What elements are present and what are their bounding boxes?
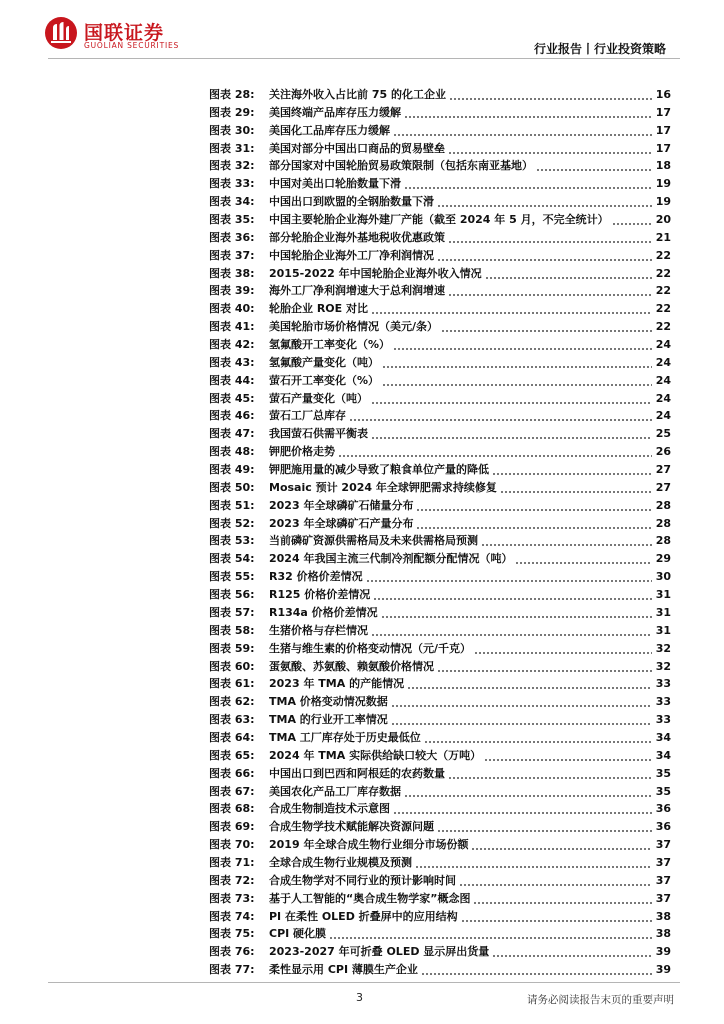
dot-leader: [407, 675, 652, 693]
figure-title: 2015-2022 年中国轮胎企业海外收入情况: [269, 266, 482, 280]
toc-entry[interactable]: [209, 747, 671, 765]
toc-entry[interactable]: [209, 604, 671, 622]
dot-leader: [500, 479, 652, 497]
dot-leader: [474, 640, 652, 658]
toc-entry[interactable]: [209, 872, 671, 890]
figure-label: 图表 60:: [209, 659, 255, 673]
toc-entry[interactable]: [209, 425, 671, 443]
figure-label: 图表 66:: [209, 766, 255, 780]
toc-entry[interactable]: [209, 104, 671, 122]
dot-leader: [415, 854, 652, 872]
figure-label: 图表 75:: [209, 927, 255, 941]
dot-leader: [448, 765, 652, 783]
figure-title: 轮胎企业 ROE 对比: [269, 302, 368, 316]
figure-label: 图表 51:: [209, 498, 255, 512]
figure-label: 图表 38:: [209, 266, 255, 280]
dot-leader: [421, 961, 652, 979]
figure-title: 生猪与维生素的价格变动情况（元/千克）: [269, 641, 472, 655]
figure-page-number: 17: [655, 123, 671, 137]
figure-label: 图表 74:: [209, 909, 255, 923]
figure-title: 萤石工厂总库存: [269, 409, 346, 423]
figure-page-number: 32: [655, 641, 671, 655]
figure-title: 基于人工智能的“奥合成生物学家”概念图: [269, 891, 471, 905]
figure-page-number: 33: [655, 713, 671, 727]
figure-label: 图表 65:: [209, 748, 255, 762]
toc-entry[interactable]: [209, 265, 671, 283]
figure-page-number: 24: [655, 338, 671, 352]
toc-entry[interactable]: [209, 515, 671, 533]
toc-entry[interactable]: [209, 925, 671, 943]
figure-title: 2023 年全球磷矿石产量分布: [269, 516, 414, 530]
dot-leader: [329, 925, 652, 943]
figure-page-number: 37: [655, 838, 671, 852]
figure-label: 图表 41:: [209, 320, 255, 334]
dot-leader: [481, 532, 652, 550]
figure-title: 全球合成生物行业规模及预测: [269, 855, 412, 869]
toc-entry[interactable]: [209, 818, 671, 836]
toc-entry[interactable]: [209, 550, 671, 568]
toc-entry[interactable]: [209, 532, 671, 550]
figure-title: 美国化工品库存压力缓解: [269, 123, 390, 137]
figure-title: R32 价格价差情况: [269, 570, 363, 584]
toc-entry[interactable]: [209, 943, 671, 961]
toc-entry[interactable]: [209, 372, 671, 390]
dot-leader: [338, 443, 652, 461]
figure-label: 图表 29:: [209, 105, 255, 119]
figure-label: 图表 64:: [209, 730, 255, 744]
toc-entry[interactable]: [209, 693, 671, 711]
dot-leader: [393, 336, 652, 354]
disclaimer-note: 请务必阅读报告末页的重要声明: [527, 994, 674, 1006]
figure-title: 生猪价格与存栏情况: [269, 623, 368, 637]
figure-label: 图表 71:: [209, 855, 255, 869]
figure-title: TMA 价格变动情况数据: [269, 695, 388, 709]
figure-title: 美国轮胎市场价格情况（美元/条）: [269, 320, 439, 334]
figure-label: 图表 68:: [209, 802, 255, 816]
dot-leader: [371, 300, 652, 318]
dot-leader: [484, 747, 652, 765]
figure-label: 图表 54:: [209, 552, 255, 566]
figure-label: 图表 40:: [209, 302, 255, 316]
figure-label: 图表 77:: [209, 963, 255, 977]
toc-entry[interactable]: [209, 354, 671, 372]
dot-leader: [448, 282, 652, 300]
figure-label: 图表 48:: [209, 445, 255, 459]
figure-title: 关注海外收入占比前 75 的化工企业: [269, 88, 446, 101]
figure-page-number: 19: [655, 177, 671, 191]
figure-label: 图表 62:: [209, 695, 255, 709]
figure-title: PI 在柔性 OLED 折叠屏中的应用结构: [269, 909, 458, 923]
figure-page-number: 24: [655, 373, 671, 387]
figure-title: 2024 年 TMA 实际供给缺口较大（万吨）: [269, 748, 482, 762]
figure-page-number: 38: [655, 927, 671, 941]
dot-leader: [404, 783, 652, 801]
figure-page-number: 22: [655, 284, 671, 298]
figure-page-number: 28: [655, 534, 671, 548]
figure-label: 图表 72:: [209, 873, 255, 887]
dot-leader: [536, 157, 652, 175]
figure-title: 合成生物学技术赋能解决资源问题: [269, 820, 434, 834]
dot-leader: [437, 658, 652, 676]
dot-leader: [404, 104, 652, 122]
toc-entry[interactable]: [209, 568, 671, 586]
figure-title: 2019 年全球合成生物行业细分市场份额: [269, 838, 469, 852]
toc-entry[interactable]: [209, 140, 671, 158]
dot-leader: [381, 604, 652, 622]
toc-entry[interactable]: [209, 800, 671, 818]
toc-entry[interactable]: [209, 336, 671, 354]
dot-leader: [448, 140, 652, 158]
figure-title: 海外工厂净利润增速大于总利润增速: [269, 284, 445, 298]
figure-label: 图表 31:: [209, 141, 255, 155]
figure-page-number: 25: [655, 427, 671, 441]
figure-page-number: 24: [655, 391, 671, 405]
figure-label: 图表 28:: [209, 88, 255, 101]
dot-leader: [473, 890, 652, 908]
figure-title: 氢氟酸开工率变化（%）: [269, 338, 391, 352]
toc-entry[interactable]: [209, 658, 671, 676]
figure-title: 合成生物制造技术示意图: [269, 802, 390, 816]
figure-title: Mosaic 预计 2024 年全球钾肥需求持续修复: [269, 480, 497, 494]
toc-entry[interactable]: [209, 175, 671, 193]
toc-entry[interactable]: [209, 497, 671, 515]
figure-page-number: 36: [655, 820, 671, 834]
toc-entry[interactable]: [209, 729, 671, 747]
dot-leader: [382, 372, 652, 390]
figure-title: TMA 的行业开工率情况: [269, 713, 388, 727]
toc-entry[interactable]: [209, 318, 671, 336]
figure-title: 蛋氨酸、苏氨酸、赖氨酸价格情况: [269, 659, 434, 673]
dot-leader: [459, 872, 652, 890]
figure-page-number: 30: [655, 570, 671, 584]
dot-leader: [416, 515, 652, 533]
figure-label: 图表 34:: [209, 195, 255, 209]
figure-label: 图表 58:: [209, 623, 255, 637]
figure-label: 图表 46:: [209, 409, 255, 423]
figure-title: 美国终端产品库存压力缓解: [269, 105, 401, 119]
figure-title: R134a 价格价差情况: [269, 605, 378, 619]
toc-entry[interactable]: [209, 622, 671, 640]
figure-page-number: 24: [655, 409, 671, 423]
dot-leader: [371, 390, 652, 408]
dot-leader: [373, 586, 652, 604]
dot-leader: [448, 229, 652, 247]
toc-entry[interactable]: [209, 390, 671, 408]
dot-leader: [492, 943, 652, 961]
dot-leader: [416, 497, 652, 515]
figure-label: 图表 35:: [209, 213, 255, 227]
figure-title: 部分轮胎企业海外基地税收优惠政策: [269, 230, 445, 244]
figure-label: 图表 57:: [209, 605, 255, 619]
dot-leader: [612, 211, 652, 229]
figure-label: 图表 39:: [209, 284, 255, 298]
figure-title: 2023-2027 年可折叠 OLED 显示屏出货量: [269, 945, 490, 959]
figure-title: CPI 硬化膜: [269, 927, 327, 941]
figure-page-number: 31: [655, 588, 671, 602]
toc-entry[interactable]: [209, 836, 671, 854]
report-type: 行业报告丨行业投资策略: [533, 42, 666, 56]
figure-page-number: 28: [655, 498, 671, 512]
dot-leader: [404, 175, 652, 193]
figure-title: TMA 工厂库存处于历史最低位: [269, 730, 421, 744]
dot-leader: [461, 908, 652, 926]
figure-label: 图表 32:: [209, 159, 255, 173]
toc-entry[interactable]: [209, 783, 671, 801]
figure-page-number: 31: [655, 605, 671, 619]
figure-page-number: 22: [655, 266, 671, 280]
figure-title: 当前磷矿资源供需格局及未来供需格局预测: [269, 534, 478, 548]
figure-label: 图表 45:: [209, 391, 255, 405]
dot-leader: [391, 693, 652, 711]
toc-entry[interactable]: [209, 479, 671, 497]
figure-title: 中国出口到巴西和阿根廷的农药数量: [269, 766, 445, 780]
figure-page-number: 37: [655, 855, 671, 869]
dot-leader: [492, 461, 652, 479]
toc-entry[interactable]: [209, 675, 671, 693]
toc-entry[interactable]: [209, 586, 671, 604]
toc-entry[interactable]: [209, 282, 671, 300]
header-divider: [48, 58, 680, 59]
figure-label: 图表 56:: [209, 588, 255, 602]
dot-leader: [371, 622, 652, 640]
toc-entry[interactable]: [209, 961, 671, 979]
figure-page-number: 21: [655, 230, 671, 244]
figure-title: 美国农化产品工厂库存数据: [269, 784, 401, 798]
toc-entry[interactable]: [209, 711, 671, 729]
figure-title: 合成生物学对不同行业的预计影响时间: [269, 873, 456, 887]
figure-page-number: 33: [655, 677, 671, 691]
figure-page-number: 34: [655, 730, 671, 744]
figure-label: 图表 52:: [209, 516, 255, 530]
toc-entry[interactable]: [209, 122, 671, 140]
logo-chinese-name: 国联证券: [84, 22, 165, 44]
toc-entry[interactable]: [209, 211, 671, 229]
figure-page-number: 16: [655, 88, 671, 101]
figure-title: R125 价格价差情况: [269, 588, 371, 602]
dot-leader: [437, 818, 652, 836]
toc-entry[interactable]: [209, 193, 671, 211]
figure-label: 图表 53:: [209, 534, 255, 548]
figure-label: 图表 33:: [209, 177, 255, 191]
dot-leader: [391, 711, 652, 729]
dot-leader: [349, 407, 652, 425]
toc-entry[interactable]: [209, 640, 671, 658]
dot-leader: [424, 729, 652, 747]
figure-title: 钾肥施用量的减少导致了粮食单位产量的降低: [269, 463, 489, 477]
figure-page-number: 37: [655, 891, 671, 905]
figure-title: 萤石产量变化（吨）: [269, 391, 368, 405]
dot-leader: [393, 800, 652, 818]
toc-entry[interactable]: [209, 229, 671, 247]
figure-page-number: 26: [655, 445, 671, 459]
toc-entry[interactable]: [209, 247, 671, 265]
figure-page-number: 39: [655, 945, 671, 959]
toc-entry[interactable]: [209, 461, 671, 479]
figure-label: 图表 37:: [209, 248, 255, 262]
figure-page-number: 24: [655, 355, 671, 369]
dot-leader: [515, 550, 652, 568]
figure-page-number: 35: [655, 766, 671, 780]
logo-english-name: GUOLIAN SECURITIES: [84, 41, 180, 50]
figure-label: 图表 44:: [209, 373, 255, 387]
figure-page-number: 17: [655, 105, 671, 119]
dot-leader: [485, 265, 652, 283]
toc-entry[interactable]: [209, 908, 671, 926]
figure-label: 图表 61:: [209, 677, 255, 691]
figure-title: 部分国家对中国轮胎贸易政策限制（包括东南亚基地）: [269, 159, 533, 173]
toc-entry[interactable]: [209, 86, 671, 104]
figure-title: 中国对美出口轮胎数量下滑: [269, 177, 401, 191]
figure-label: 图表 73:: [209, 891, 255, 905]
figure-label: 图表 70:: [209, 838, 255, 852]
guolian-logo-icon: [44, 16, 78, 50]
dot-leader: [441, 318, 652, 336]
figure-page-number: 32: [655, 659, 671, 673]
toc-entry[interactable]: [209, 765, 671, 783]
figure-label: 图表 47:: [209, 427, 255, 441]
toc-entry[interactable]: [209, 854, 671, 872]
figure-label: 图表 67:: [209, 784, 255, 798]
toc-entry[interactable]: [209, 300, 671, 318]
figure-title: 2023 年 TMA 的产能情况: [269, 677, 405, 691]
figure-page-number: 27: [655, 463, 671, 477]
figure-page-number: 20: [655, 213, 671, 227]
figure-title: 中国出口到欧盟的全钢胎数量下滑: [269, 195, 434, 209]
figure-label: 图表 59:: [209, 641, 255, 655]
figure-title: 2024 年我国主流三代制冷剂配额分配情况（吨）: [269, 552, 513, 566]
toc-entry[interactable]: [209, 443, 671, 461]
figure-title: 2023 年全球磷矿石储量分布: [269, 498, 414, 512]
figure-page-number: 31: [655, 623, 671, 637]
figure-title: 氢氟酸产量变化（吨）: [269, 355, 379, 369]
page-number: 3: [356, 991, 363, 1004]
figure-label: 图表 43:: [209, 355, 255, 369]
figure-page-number: 18: [655, 159, 671, 173]
figure-label: 图表 30:: [209, 123, 255, 137]
figure-page-number: 29: [655, 552, 671, 566]
figure-page-number: 22: [655, 320, 671, 334]
figure-title: 中国轮胎企业海外工厂净利润情况: [269, 248, 434, 262]
toc-entry[interactable]: [209, 157, 671, 175]
figure-label: 图表 55:: [209, 570, 255, 584]
dot-leader: [471, 836, 652, 854]
figure-label: 图表 42:: [209, 338, 255, 352]
figure-page-number: 34: [655, 748, 671, 762]
figure-index-list: [209, 86, 671, 979]
figure-page-number: 38: [655, 909, 671, 923]
dot-leader: [437, 247, 652, 265]
toc-entry[interactable]: [209, 407, 671, 425]
figure-label: 图表 49:: [209, 463, 255, 477]
figure-page-number: 19: [655, 195, 671, 209]
dot-leader: [371, 425, 652, 443]
figure-page-number: 39: [655, 963, 671, 977]
figure-page-number: 22: [655, 302, 671, 316]
figure-page-number: 37: [655, 873, 671, 887]
figure-page-number: 22: [655, 248, 671, 262]
figure-title: 萤石开工率变化（%）: [269, 373, 380, 387]
page-header: [0, 0, 724, 62]
company-logo: [44, 16, 214, 52]
dot-leader: [366, 568, 652, 586]
footer-divider: [48, 982, 680, 983]
toc-entry[interactable]: [209, 890, 671, 908]
figure-title: 柔性显示用 CPI 薄膜生产企业: [269, 963, 418, 977]
figure-title: 我国萤石供需平衡表: [269, 427, 368, 441]
figure-title: 美国对部分中国出口商品的贸易壁垒: [269, 141, 445, 155]
figure-title: 钾肥价格走势: [269, 445, 335, 459]
figure-page-number: 28: [655, 516, 671, 530]
figure-label: 图表 50:: [209, 480, 255, 494]
figure-title: 中国主要轮胎企业海外建厂产能（截至 2024 年 5 月，不完全统计）: [269, 213, 609, 227]
figure-label: 图表 63:: [209, 713, 255, 727]
figure-label: 图表 76:: [209, 945, 255, 959]
figure-page-number: 35: [655, 784, 671, 798]
dot-leader: [449, 86, 652, 104]
dot-leader: [382, 354, 652, 372]
figure-page-number: 17: [655, 141, 671, 155]
figure-page-number: 27: [655, 480, 671, 494]
figure-page-number: 36: [655, 802, 671, 816]
dot-leader: [393, 122, 652, 140]
dot-leader: [437, 193, 652, 211]
figure-label: 图表 36:: [209, 230, 255, 244]
figure-page-number: 33: [655, 695, 671, 709]
figure-label: 图表 69:: [209, 820, 255, 834]
